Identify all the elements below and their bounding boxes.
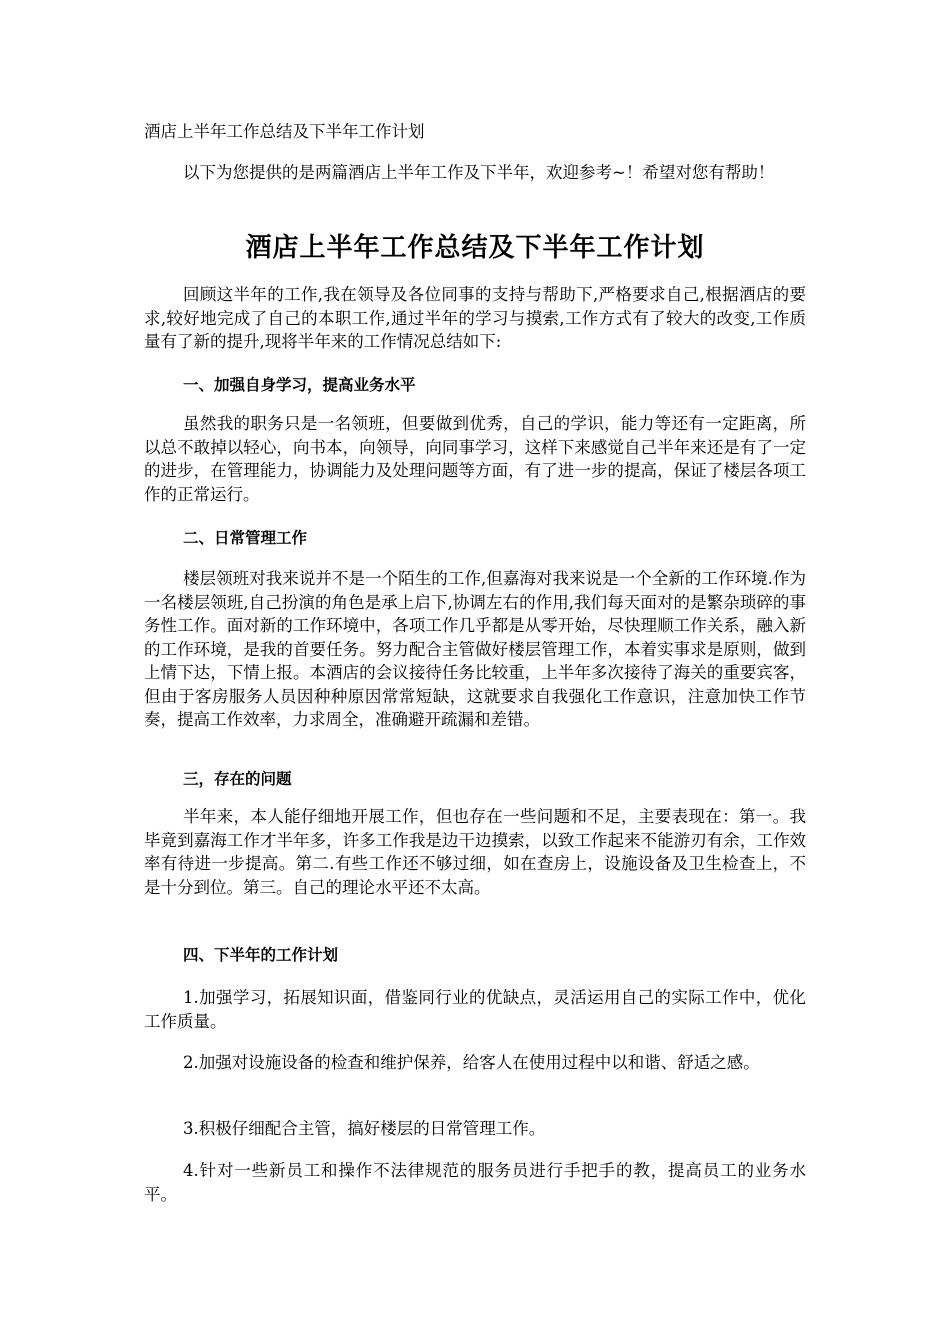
section4-heading: 四、下半年的工作计划 (183, 946, 339, 964)
main-title: 酒店上半年工作总结及下半年工作计划 (245, 233, 705, 263)
section2-heading: 二、日常管理工作 (183, 529, 308, 547)
plan-item-1: 1.加强学习，拓展知识面，借鉴同行业的优缺点，灵活运用自己的实际工作中，优化工作质量。 (144, 988, 806, 1031)
opening-paragraph: 回顾这半年的工作,我在领导及各位同事的支持与帮助下,严格要求自己,根据酒店的要求,较好地完成了自己的本职工作,通过半年的学习与摸索,工作方式有了较大的改变,工作质量有了新的提升,现将半年来的工作情况总结如下: (144, 285, 806, 351)
section3-heading: 三，存在的问题 (183, 770, 292, 788)
section3-paragraph: 半年来，本人能仔细地开展工作，但也存在一些问题和不足，主要表现在：第一。我毕竟到嘉海工作才半年多，许多工作我是边干边摸索，以致工作起来不能游刃有余，工作效率有待进一步提高。第二.有些工作还不够过细，如在查房上，设施设备及卫生检查上，不是十分到位。第三。自己的理论水平还不太高。 (144, 807, 806, 897)
plan-item-2: 2.加强对设施设备的检查和维护保养，给客人在使用过程中以和谐、舒适之感。 (183, 1053, 760, 1072)
section1-paragraph: 虽然我的职务只是一名领班，但要做到优秀，自己的学识，能力等还有一定距离，所以总不敢掉以轻心，向书本，向领导，向同事学习，这样下来感觉自己半年来还是有了一定的进步，在管理能力，协调能力及处理问题等方面，有了进一步的提高，保证了楼层各项工作的正常运行。 (144, 414, 806, 504)
section1-heading: 一、加强自身学习，提高业务水平 (183, 376, 416, 394)
plan-item-3: 3.积极仔细配合主管，搞好楼层的日常管理工作。 (183, 1119, 546, 1138)
intro-paragraph: 以下为您提供的是两篇酒店上半年工作及下半年，欢迎参考~！希望对您有帮助！ (183, 163, 775, 182)
document-top-title: 酒店上半年工作总结及下半年工作计划 (144, 122, 425, 141)
plan-item-4: 4.针对一些新员工和操作不法律规范的服务员进行手把手的教，提高员工的业务水平。 (144, 1161, 806, 1204)
section2-paragraph: 楼层领班对我来说并不是一个陌生的工作,但嘉海对我来说是一个全新的工作环境.作为一名楼层领班,自己扮演的角色是承上启下,协调左右的作用,我们每天面对的是繁杂琐碎的事务性工作。面对新的工作环境中，各项工作几乎都是从零开始，尽快理顺工作关系，融入新的工作环境，是我的首要任务。努力配合主管做好楼层管理工作，本着实事求是原则，做到上情下达，下情上报。本酒店的会议接待任务比较重，上半年多次接待了海关的重要宾客，但由于客房服务人员因种种原因常常短缺，这就要求自我强化工作意识，注意加快工作节奏，提高工作效率，力求周全，准确避开疏漏和差错。 (144, 569, 806, 729)
